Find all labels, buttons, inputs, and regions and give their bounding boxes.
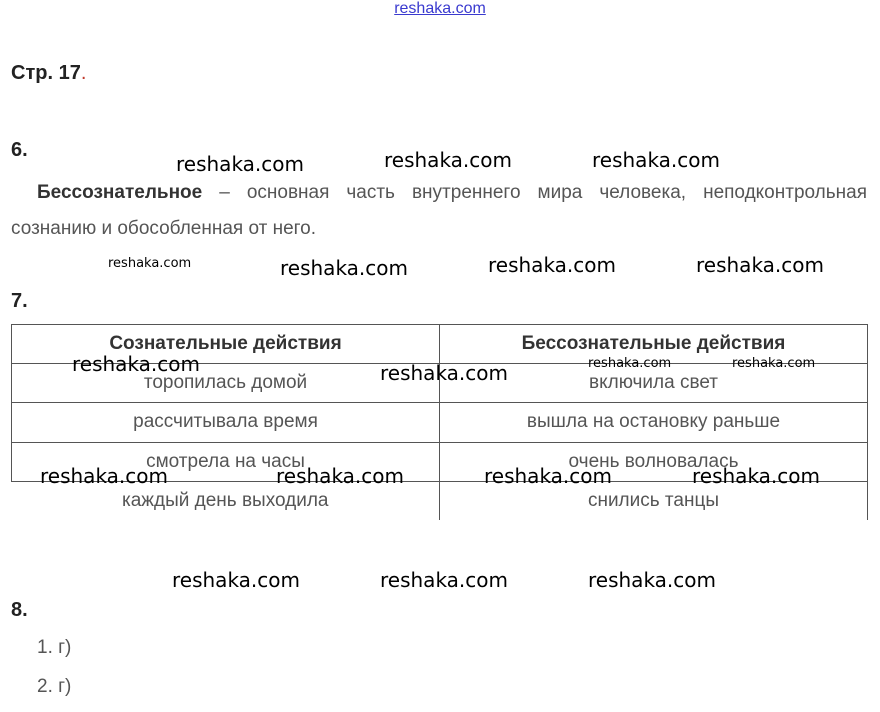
table-cell: смотрела на часы bbox=[12, 442, 440, 481]
table-cell: вышла на остановку раньше bbox=[440, 403, 868, 442]
table-cell: рассчитывала время bbox=[12, 403, 440, 442]
page-reference bbox=[11, 62, 86, 85]
watermark: reshaka.com bbox=[588, 568, 716, 592]
table-cell: очень волновалась bbox=[440, 442, 868, 481]
definition-term: Бессознательное bbox=[37, 182, 203, 203]
watermark: reshaka.com bbox=[380, 361, 508, 385]
watermark: reshaka.com bbox=[380, 568, 508, 592]
watermark: reshaka.com bbox=[276, 464, 404, 488]
watermark: reshaka.com bbox=[40, 464, 168, 488]
task-7-number: 7. bbox=[11, 290, 28, 312]
watermark: reshaka.com bbox=[108, 256, 192, 271]
watermark: reshaka.com bbox=[176, 152, 304, 176]
header-unconscious: Бессознательные действия bbox=[440, 325, 868, 364]
answer-1: 1. г) bbox=[37, 637, 72, 658]
watermark: reshaka.com bbox=[488, 253, 616, 277]
watermark: reshaka.com bbox=[588, 356, 672, 371]
watermark: reshaka.com bbox=[172, 568, 300, 592]
task-6-number: 6. bbox=[11, 139, 28, 161]
watermark: reshaka.com bbox=[592, 148, 720, 172]
watermark: reshaka.com bbox=[696, 253, 824, 277]
table-row bbox=[12, 403, 868, 442]
definition-text: – основная часть внутреннего мира человека, неподконтрольная сознанию и обособленная от него. bbox=[11, 182, 867, 239]
watermark: reshaka.com bbox=[280, 256, 408, 280]
watermark: reshaka.com bbox=[384, 148, 512, 172]
table-cell: торопилась домой bbox=[12, 364, 440, 403]
page-reference-text: Стр. 17 bbox=[11, 62, 81, 84]
watermark: reshaka.com bbox=[692, 464, 820, 488]
task-8-number: 8. bbox=[11, 599, 28, 621]
watermark: reshaka.com bbox=[732, 356, 816, 371]
watermark: reshaka.com bbox=[484, 464, 612, 488]
header-conscious: Сознательные действия bbox=[12, 325, 440, 364]
table-cell: каждый день выходила bbox=[12, 481, 440, 520]
answer-2: 2. г) bbox=[37, 676, 72, 697]
task-6-definition bbox=[11, 175, 867, 247]
table-cell: снились танцы bbox=[440, 481, 868, 520]
site-link[interactable]: reshaka.com bbox=[394, 0, 486, 17]
page-reference-dot: . bbox=[80, 62, 87, 84]
table-cell: включила свет bbox=[440, 364, 868, 403]
watermark: reshaka.com bbox=[72, 352, 200, 376]
